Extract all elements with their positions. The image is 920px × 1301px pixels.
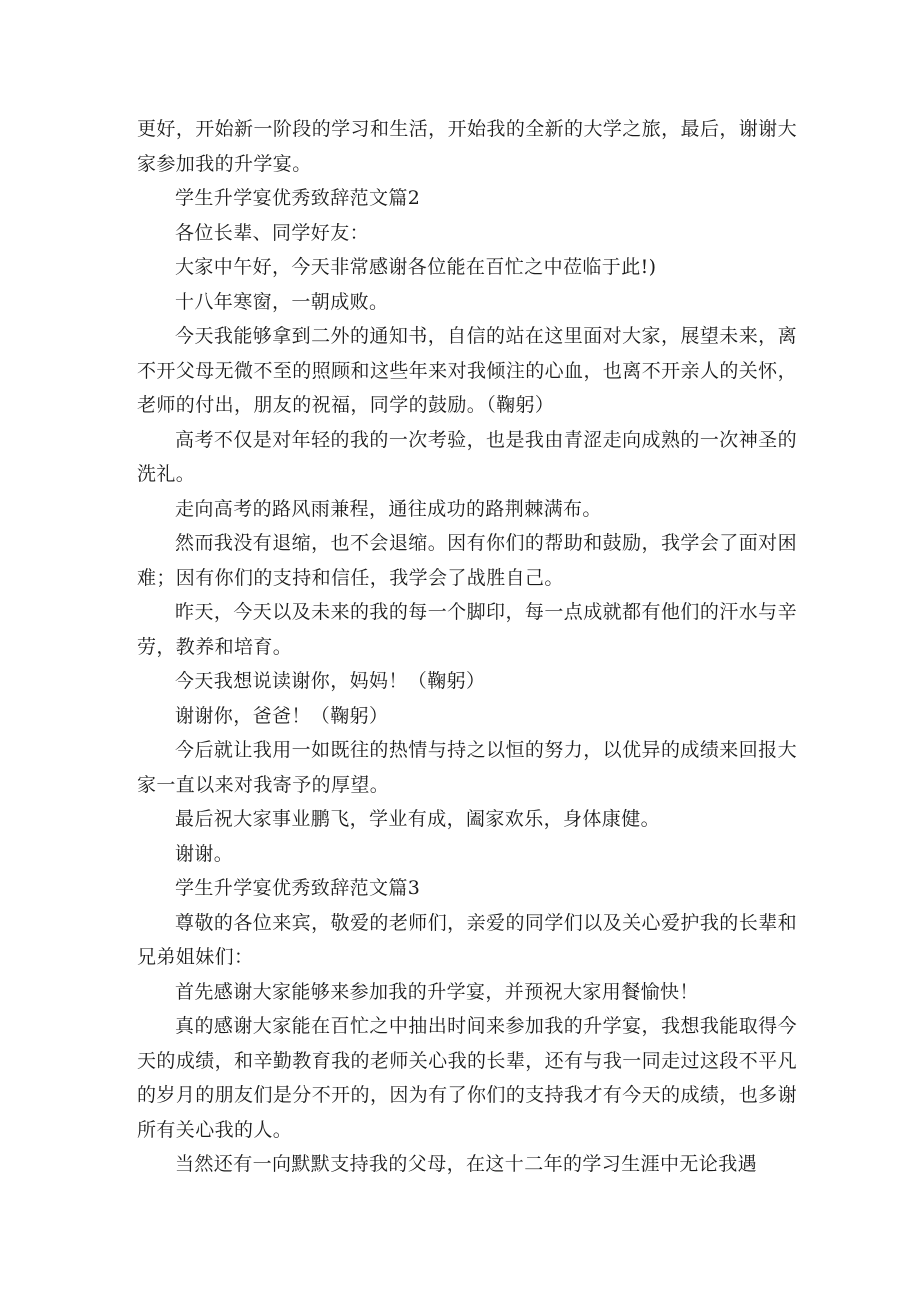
paragraph: 尊敬的各位来宾，敬爱的老师们，亲爱的同学们以及关心爱护我的长辈和兄弟姐妹们： [137,911,797,968]
paragraph: 今后就让我用一如既往的热情与持之以恒的努力，以优异的成绩来回报大家一直以来对我寄予的厚望。 [137,739,797,796]
paragraph: 高考不仅是对年轻的我的一次考验，也是我由青涩走向成熟的一次神圣的洗礼。 [137,428,797,485]
paragraph: 大家中午好，今天非常感谢各位能在百忙之中莅临于此!) [175,256,657,278]
paragraph: 当然还有一向默默支持我的父母，在这十二年的学习生涯中无论我遇 [175,1153,758,1175]
paragraph: 今天我能够拿到二外的通知书，自信的站在这里面对大家，展望未来，离不开父母无微不至的照顾和这些年来对我倾注的心血，也离不开亲人的关怀，老师的付出，朋友的祝福，同学的鼓励。（鞠躬） [137,325,797,416]
paragraph: 各位长辈、同学好友： [175,221,370,244]
section-heading: 学生升学宴优秀致辞范文篇3 [175,877,421,899]
paragraph: 今天我想说读谢你，妈妈！（鞠躬） [175,670,486,692]
paragraph: 谢谢你，爸爸！（鞠躬） [175,704,389,727]
paragraph: 真的感谢大家能在百忙之中抽出时间来参加我的升学宴，我想我能取得今天的成绩，和辛勤教育我的老师关心我的长辈，还有与我一同走过这段不平凡的岁月的朋友们是分不开的，因为有了你们的支持我才有今天的成绩，也多谢所有关心我的人。 [137,1015,797,1141]
document-body [137,112,797,1182]
paragraph: 十八年寒窗，一朝成败。 [175,290,389,313]
paragraph: 然而我没有退缩，也不会退缩。因有你们的帮助和鼓励，我学会了面对困难；因有你们的支持和信任，我学会了战胜自己。 [137,532,797,589]
paragraph: 最后祝大家事业鹏飞，学业有成，阖家欢乐，身体康健。 [175,808,661,830]
section-heading: 学生升学宴优秀致辞范文篇2 [175,187,421,209]
paragraph: 谢谢。 [175,842,234,865]
paragraph: 走向高考的路风雨兼程，通往成功的路荆棘满布。 [175,497,602,520]
paragraph: 首先感谢大家能够来参加我的升学宴，并预祝大家用餐愉快！ [175,980,699,1003]
paragraph: 更好，开始新一阶段的学习和生活，开始我的全新的大学之旅，最后，谢谢大家参加我的升学宴。 [137,118,797,175]
paragraph: 昨天，今天以及未来的我的每一个脚印，每一点成就都有他们的汗水与辛劳，教养和培育。 [137,601,797,658]
